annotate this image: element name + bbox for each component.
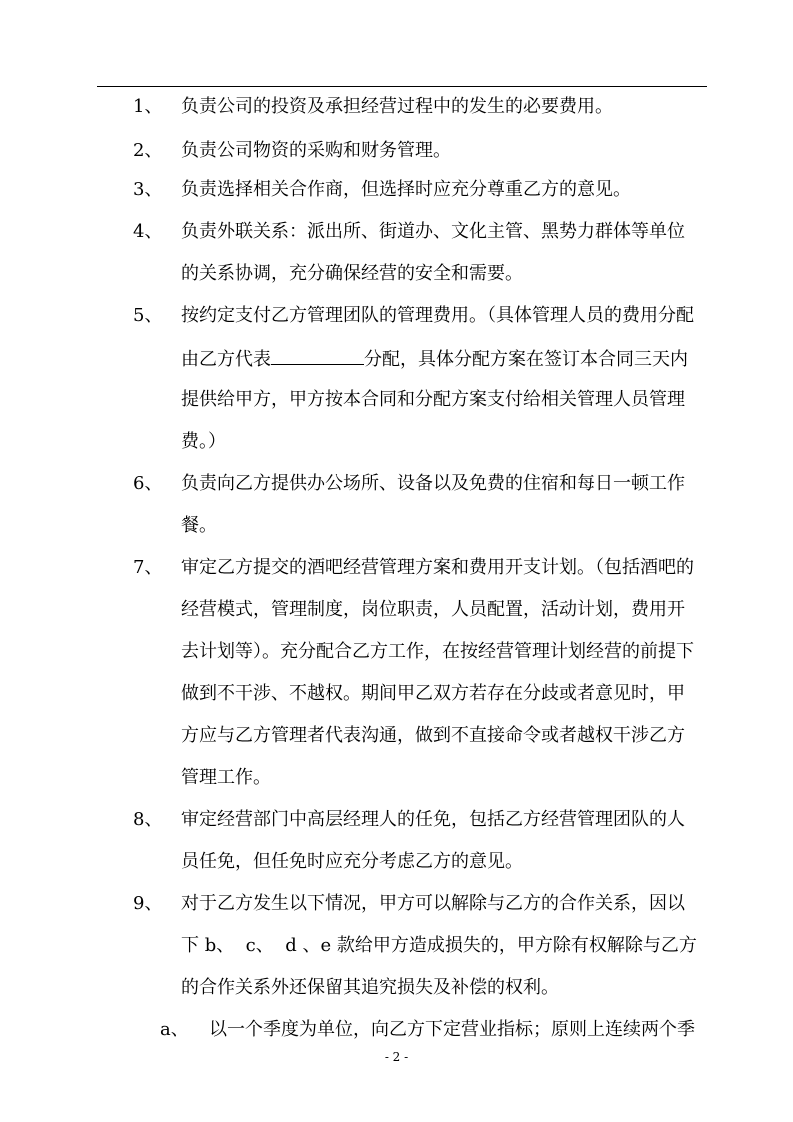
item-7-line-6: 管理工作。 — [181, 767, 271, 788]
item-4-line-1: 负责外联关系：派出所、街道办、文化主管、黑势力群体等单位 — [181, 221, 685, 242]
item-6-line-1: 负责向乙方提供办公场所、设备以及免费的住宿和每日一顿工作 — [181, 473, 685, 494]
item-7-number: 7、 — [133, 557, 163, 578]
item-7-line-5: 方应与乙方管理者代表沟通，做到不直接命令或者越权干涉乙方 — [181, 725, 685, 746]
item-5-number: 5、 — [133, 305, 163, 326]
item-4-line-2: 的关系协调，充分确保经营的安全和需要。 — [181, 263, 523, 284]
item-5-line-4: 费。） — [181, 431, 226, 452]
item-5-line-2-suffix: 分配，具体分配方案在签订本合同三天内 — [364, 349, 688, 370]
item-1-line-1: 负责公司的投资及承担经营过程中的发生的必要费用。 — [181, 96, 613, 117]
item-5-line-3: 提供给甲方，甲方按本合同和分配方案支付给相关管理人员管理 — [181, 389, 685, 410]
item-5-line-1: 按约定支付乙方管理团队的管理费用。（具体管理人员的费用分配 — [181, 305, 694, 326]
page-number: - 2 - — [384, 1050, 409, 1064]
subitem-a-number: a、 — [160, 1019, 189, 1040]
representative-blank — [271, 348, 364, 365]
item-9-line-3: 的合作关系外还保留其追究损失及补偿的权利。 — [181, 977, 559, 998]
item-6-line-2: 餐。 — [181, 515, 217, 536]
item-7-line-2: 经营模式，管理制度，岗位职责，人员配置，活动计划，费用开 — [181, 599, 685, 620]
item-8-number: 8、 — [133, 809, 163, 830]
item-9-line-1: 对于乙方发生以下情况，甲方可以解除与乙方的合作关系，因以 — [181, 893, 685, 914]
item-9-line-2: 下 b、 c、 d 、e 款给甲方造成损失的，甲方除有权解除与乙方 — [181, 935, 697, 956]
item-7-line-1: 审定乙方提交的酒吧经营管理方案和费用开支计划。（包括酒吧的 — [181, 557, 694, 578]
item-8-line-1: 审定经营部门中高层经理人的任免，包括乙方经营管理团队的人 — [181, 809, 685, 830]
item-3-number: 3、 — [133, 179, 163, 200]
item-5-line-2 — [181, 348, 688, 370]
item-4-number: 4、 — [133, 221, 163, 242]
item-2-line-1: 负责公司物资的采购和财务管理。 — [181, 140, 451, 161]
item-6-number: 6、 — [133, 473, 163, 494]
subitem-a-text: 以一个季度为单位，向乙方下定营业指标；原则上连续两个季 — [209, 1019, 695, 1040]
item-3-line-1: 负责选择相关合作商，但选择时应充分尊重乙方的意见。 — [181, 179, 631, 200]
item-1-number: 1、 — [133, 96, 163, 117]
item-7-line-4: 做到不干涉、不越权。期间甲乙双方若存在分歧或者意见时，甲 — [181, 683, 685, 704]
item-9-number: 9、 — [133, 893, 163, 914]
item-7-line-3: 去计划等）。充分配合乙方工作，在按经营管理计划经营的前提下 — [181, 641, 694, 662]
item-5-line-2-prefix: 由乙方代表 — [181, 349, 271, 370]
item-8-line-2: 员任免，但任免时应充分考虑乙方的意见。 — [181, 851, 523, 872]
item-2-number: 2、 — [133, 140, 163, 161]
header-rule — [97, 86, 707, 87]
